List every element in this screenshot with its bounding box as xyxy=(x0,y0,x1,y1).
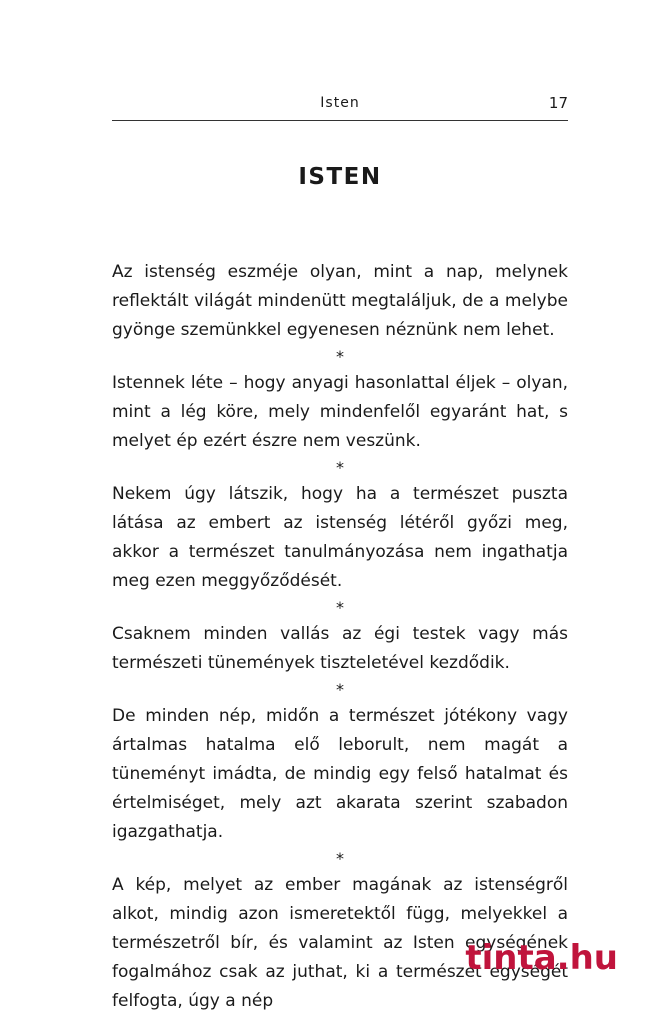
tinta-watermark: tinta.hu xyxy=(465,938,618,978)
paragraph-5: De minden nép, midőn a természet jótékony vagy ártalmas hatalma elő leborult, nem magát a tüneményt imádta, de mindig egy felső hatalmat és értelmiséget, mely azt akarata szerint szabadon igazgathatja. xyxy=(112,706,568,842)
body-text xyxy=(112,258,568,1016)
running-title: Isten xyxy=(320,95,360,111)
separator-2: * xyxy=(336,458,344,477)
running-head xyxy=(112,92,568,121)
separator-5: * xyxy=(336,849,344,868)
paragraph-2: Istennek léte – hogy anyagi hasonlattal éljek – olyan, mint a lég köre, mely mindenfelől egyaránt hat, s melyet ép ezért észre nem veszünk. xyxy=(112,373,568,451)
paragraph-6: A kép, melyet az ember magának az istenségről alkot, mindig azon ismeretektől függ, melyekkel a természetről bír, és valamint az Isten egységének fogalmához csak az juthat, ki a természet egységét felfogta, úgy a nép xyxy=(112,875,568,1011)
separator-1: * xyxy=(336,347,344,366)
page-number: 17 xyxy=(548,94,568,112)
chapter-title: ISTEN xyxy=(298,164,382,190)
paragraph-4: Csaknem minden vallás az égi testek vagy más természeti tünemények tiszteletével kezdődik. xyxy=(112,624,568,673)
paragraph-3: Nekem úgy látszik, hogy ha a természet puszta látása az embert az istenség létéről győzi meg, akkor a természet tanulmányozása nem ingathatja meg ezen meggyőződését. xyxy=(112,484,568,591)
paragraph-1: Az istenség eszméje olyan, mint a nap, melynek reflektált világát mindenütt megtaláljuk, de a melybe gyönge szemünkkel egyenesen néznünk nem lehet. xyxy=(112,262,568,340)
separator-4: * xyxy=(336,680,344,699)
separator-3: * xyxy=(336,598,344,617)
